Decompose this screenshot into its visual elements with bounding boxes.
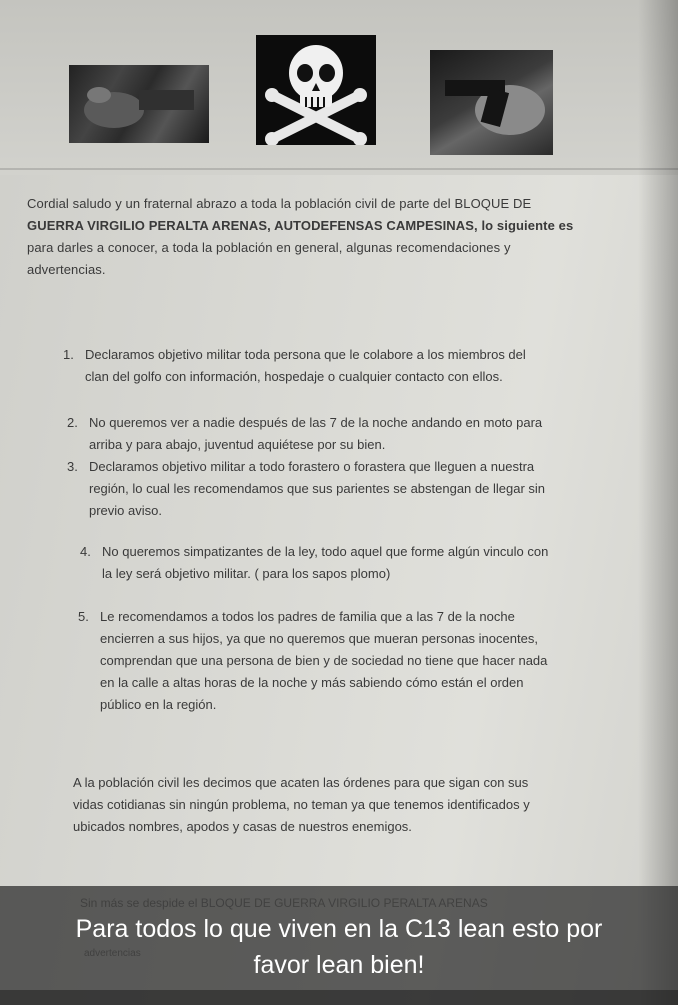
item-number: 5. bbox=[78, 609, 89, 624]
gun-icon bbox=[430, 50, 553, 155]
intro-line: Cordial saludo y un fraternal abrazo a toda la población civil de parte del BLOQUE DE bbox=[27, 196, 532, 211]
item-line: encierren a sus hijos, ya que no queremos que mueran personas inocentes, bbox=[100, 631, 538, 646]
right-shadow bbox=[638, 0, 678, 1005]
item-line: la ley será objetivo militar. ( para los sapos plomo) bbox=[102, 566, 391, 581]
item-line: clan del golfo con información, hospedaje o cualquier contacto con ellos. bbox=[85, 369, 503, 384]
item-line: No queremos ver a nadie después de las 7 de la noche andando en moto para bbox=[89, 415, 543, 430]
skull-crossbones-image bbox=[256, 35, 376, 145]
item-line: Le recomendamos a todos los padres de familia que a las 7 de la noche bbox=[100, 609, 515, 624]
item-line: arriba y para abajo, juventud aquiétese por su bien. bbox=[89, 437, 386, 452]
item-number: 2. bbox=[67, 415, 78, 430]
closing-paragraph bbox=[73, 772, 633, 838]
item-number: 3. bbox=[67, 459, 78, 474]
item-line: No queremos simpatizantes de la ley, todo aquel que forme algún vinculo con bbox=[102, 544, 549, 559]
item-number: 4. bbox=[80, 544, 91, 559]
intro-line: para darles a conocer, a toda la población en general, algunas recomendaciones y bbox=[27, 240, 511, 255]
item-line: Declaramos objetivo militar a todo forastero o forastera que lleguen a nuestra bbox=[89, 459, 535, 474]
item-line: público en la región. bbox=[100, 697, 217, 712]
item-line: comprendan que una persona de bien y de sociedad no tiene que hacer nada bbox=[100, 653, 548, 668]
item-line: previo aviso. bbox=[89, 503, 162, 518]
item-line: región, lo cual les recomendamos que sus parientes se abstengan de llegar sin bbox=[89, 481, 545, 496]
gun-photo bbox=[430, 50, 553, 155]
intro-line: GUERRA VIRGILIO PERALTA ARENAS, AUTODEFENSAS CAMPESINAS, lo siguiente es bbox=[27, 218, 574, 233]
caption-line: favor lean bien! bbox=[253, 951, 425, 979]
closing-line: vidas cotidianas sin ningún problema, no teman ya que tenemos identificados y bbox=[73, 797, 530, 812]
paper-fold bbox=[0, 168, 678, 170]
intro-line: advertencias. bbox=[27, 262, 106, 277]
closing-line: A la población civil les decimos que acaten las órdenes para que sigan con sus bbox=[73, 775, 529, 790]
hand-photo bbox=[69, 65, 209, 143]
closing-line: ubicados nombres, apodos y casas de nuestros enemigos. bbox=[73, 819, 412, 834]
item-line: en la calle a altas horas de la noche y más sabiendo cómo están el orden bbox=[100, 675, 524, 690]
intro-paragraph bbox=[27, 193, 617, 281]
hand-photo-icon bbox=[69, 65, 209, 143]
bottom-bar bbox=[0, 990, 678, 1005]
item-line: Declaramos objetivo militar toda persona que le colabore a los miembros del bbox=[85, 347, 526, 362]
caption-text bbox=[0, 911, 678, 983]
skull-crossbones-icon bbox=[256, 35, 376, 145]
caption-line: Para todos lo que viven en la C13 lean esto por bbox=[75, 915, 603, 943]
item-number: 1. bbox=[63, 347, 74, 362]
